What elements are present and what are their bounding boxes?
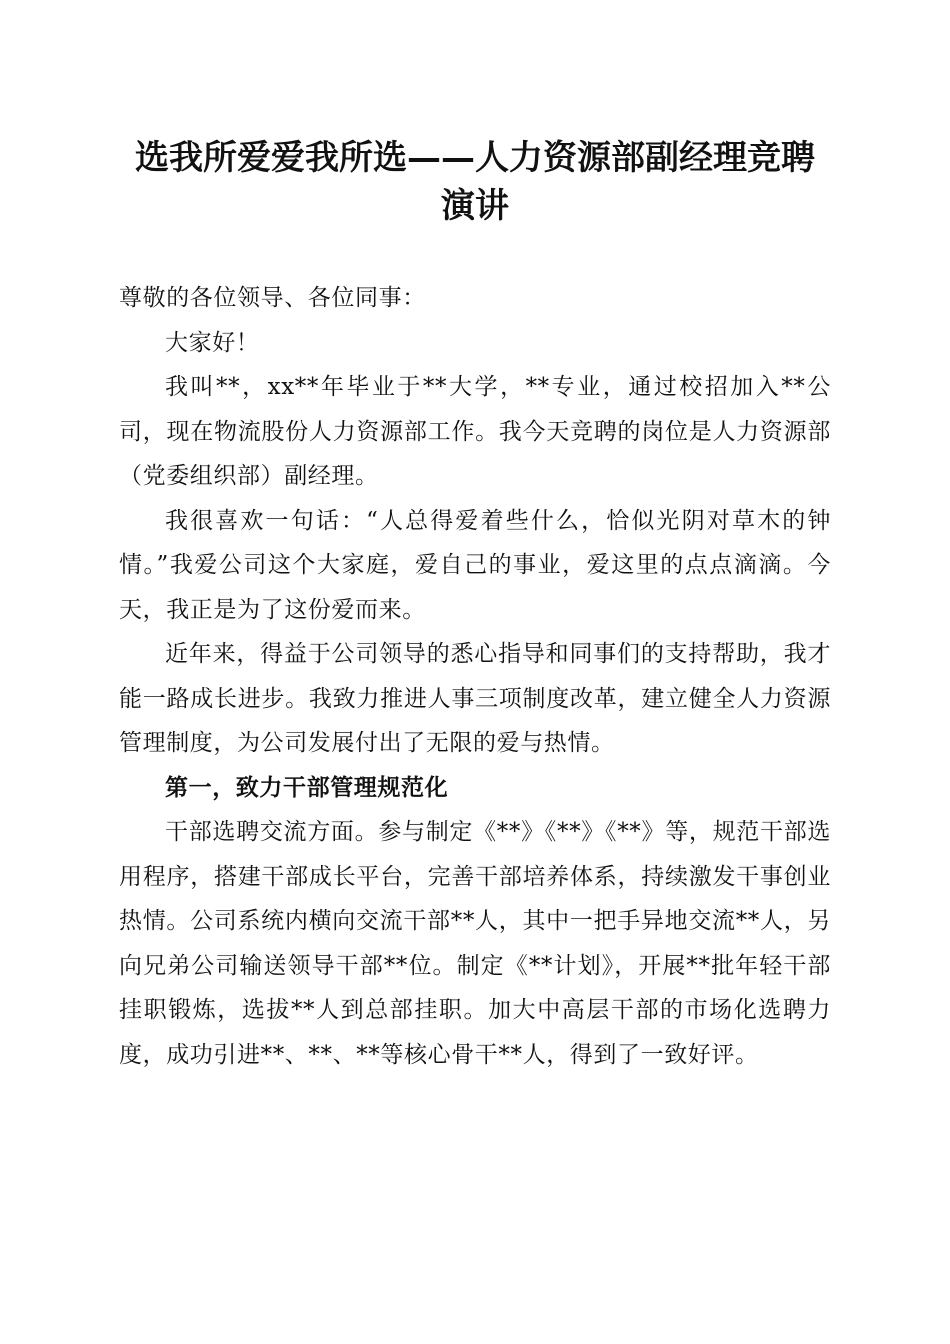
title-line-2: 演讲 [441, 186, 509, 226]
paragraph-growth: 近年来，得益于公司领导的悉心指导和同事们的支持帮助，我才能一路成长进步。我致力推进人事三项制度改革，建立健全人力资源管理制度，为公司发展付出了无限的爱与热情。 [119, 641, 831, 756]
greeting: 大家好！ [165, 329, 260, 356]
document-title [110, 134, 840, 230]
paragraph-intro: 我叫**，xx**年毕业于**大学，**专业，通过校招加入**公司，现在物流股份人力资源部工作。我今天竞聘的岗位是人力资源部（党委组织部）副经理。 [119, 374, 831, 489]
section-heading: 第一，致力干部管理规范化 [165, 773, 449, 801]
title-line-1: 选我所爱爱我所选——人力资源部副经理竞聘 [135, 138, 815, 178]
document-body [119, 276, 831, 1077]
paragraph-quote: 我很喜欢一句话：“人总得爱着些什么，恰似光阴对草木的钟情。”我爱公司这个大家庭，爱自己的事业，爱这里的点点滴滴。今天，我正是为了这份爱而来。 [119, 507, 831, 623]
section-paragraph: 干部选聘交流方面。参与制定《**》《**》《**》等，规范干部选用程序，搭建干部成长平台，完善干部培养体系，持续激发干事创业热情。公司系统内横向交流干部**人，其中一把手异地交流**人，另向兄弟公司输送领导干部**位。制定《**计划》，开展**批年轻干部挂职锻炼，选拔**人到总部挂职。加大中高层干部的市场化选聘力度，成功引进**、**、**等核心骨干**人，得到了一致好评。 [119, 819, 831, 1068]
salutation: 尊敬的各位领导、各位同事： [119, 285, 426, 311]
